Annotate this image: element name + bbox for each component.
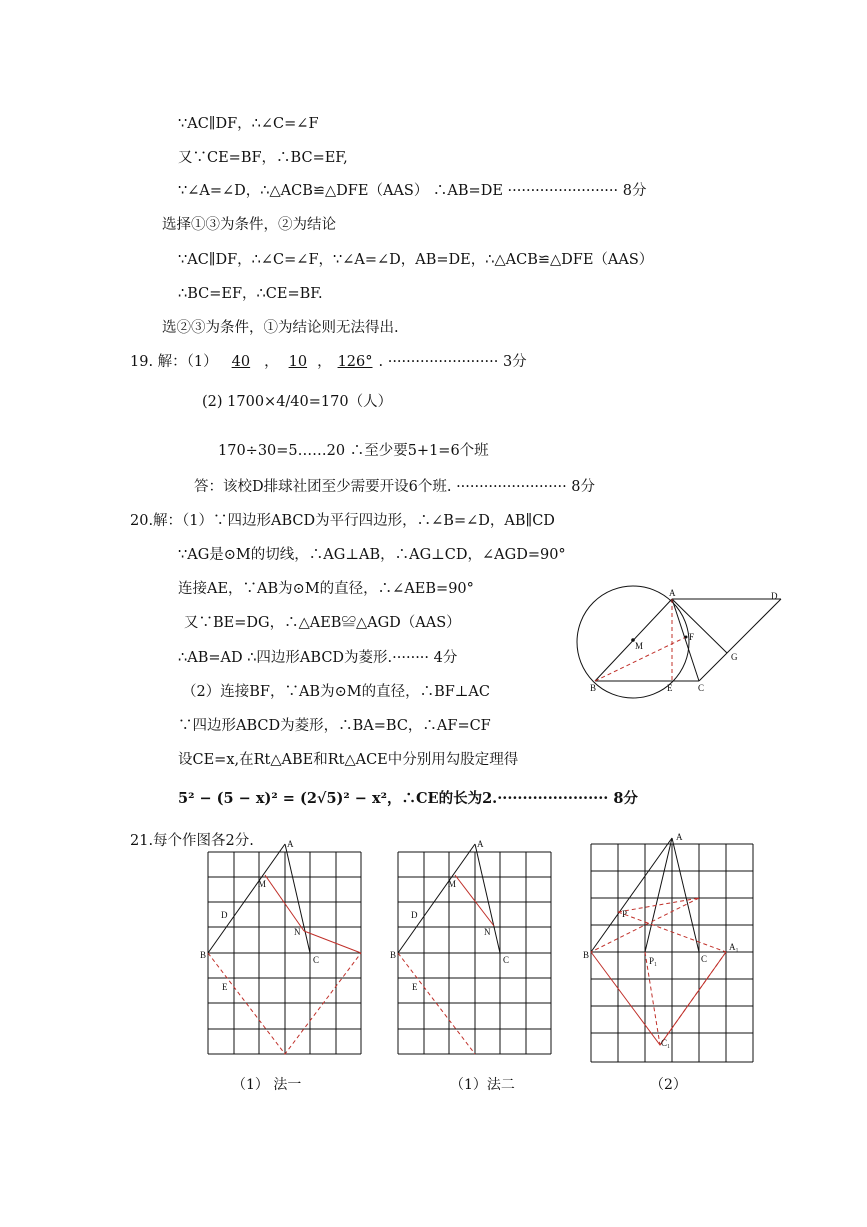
- seg-ac-3: [672, 838, 699, 952]
- q19-part1: [130, 353, 527, 371]
- label-f: F: [689, 632, 695, 642]
- label-c1-g3: C₁: [661, 1038, 671, 1048]
- label-d-g2: D: [411, 910, 418, 920]
- line-20: 21.每个作图各2分.: [130, 833, 254, 849]
- figure-grid-method-1: [200, 838, 370, 1053]
- line-7: 选②③为条件，①为结论则无法得出.: [162, 320, 399, 336]
- label-b-g2: B: [390, 950, 397, 960]
- label-b-g3: B: [583, 950, 590, 960]
- label-d-g1: D: [221, 910, 228, 920]
- label-c-g1: C: [313, 955, 320, 965]
- q19-prefix: 19. 解：（1）: [130, 354, 218, 370]
- figure-grid-part-2: [583, 830, 758, 1060]
- seg-ab-1: [208, 844, 285, 953]
- line-13: 连接AE，∵AB为⊙M的直径，∴∠AEB=90°: [178, 581, 474, 597]
- label-m-g2: M: [448, 879, 457, 889]
- line-18: 设CE=x,在Rt△ABE和Rt△ACE中分别用勾股定理得: [178, 752, 519, 768]
- label-c-g2: C: [503, 955, 510, 965]
- line-16: （2）连接BF，∵AB为⊙M的直径，∴BF⊥AC: [182, 684, 490, 700]
- line-19: 5² − (5 − x)² = (2√5)² − x²，∴CE的长为2.······················ 8分: [178, 790, 638, 807]
- label-b: B: [590, 683, 597, 693]
- figure-circle-rhombus: [575, 585, 795, 705]
- line-14: 又∵BE=DG，∴△AEB≌△AGD（AAS）: [184, 615, 461, 631]
- figure-grid-method-2: [390, 838, 560, 1053]
- label-d: D: [771, 591, 778, 601]
- q19-sep-2: ，: [317, 354, 332, 370]
- label-c-g3: C: [701, 954, 708, 964]
- grid-lines-3: [591, 844, 753, 1062]
- seg-cd: [699, 599, 781, 681]
- label-a-g3: A: [676, 832, 683, 842]
- label-a-g2: A: [477, 839, 484, 849]
- label-m-g1: M: [258, 879, 267, 889]
- label-c: C: [698, 683, 705, 693]
- q19-answer-3: 126°: [337, 354, 373, 370]
- point-f: [685, 636, 688, 639]
- label-e-g2: E: [412, 982, 418, 992]
- line-9: 170÷30=5……20 ∴至少要5+1=6个班: [218, 443, 489, 459]
- seg-ab-3: [591, 838, 672, 952]
- line-2: 又∵CE=BF，∴BC=EF,: [178, 150, 348, 166]
- label-a-g1: A: [287, 839, 294, 849]
- q19-sep-1: ，: [264, 354, 279, 370]
- seg-ab-2: [398, 844, 475, 953]
- label-g: G: [731, 652, 738, 662]
- label-n-g2: N: [484, 927, 491, 937]
- line-4: 选择①③为条件，②为结论: [162, 217, 336, 233]
- label-e-g1: E: [222, 982, 228, 992]
- line-11: 20.解：（1）∵四边形ABCD为平行四边形，∴∠B=∠D，AB∥CD: [130, 513, 555, 529]
- q19-answer-1: 40: [231, 354, 251, 370]
- seg-ac: [672, 599, 699, 681]
- label-p1-g3: P₁: [649, 956, 658, 966]
- line-1: ∵AC∥DF，∴∠C=∠F: [178, 116, 319, 132]
- line-8: (2) 1700×4/40=170（人）: [202, 394, 393, 410]
- q19-answer-2: 10: [288, 354, 308, 370]
- line-6: ∴BC=EF，∴CE=BF.: [178, 286, 323, 302]
- caption-method-1: （1） 法一: [232, 1077, 302, 1093]
- label-a1-g3: A₁: [729, 942, 739, 952]
- seg-red-1: [304, 931, 361, 953]
- seg-ag: [672, 599, 727, 653]
- label-b-g1: B: [200, 950, 207, 960]
- red-rhombus-3: [591, 952, 726, 1045]
- label-e: E: [667, 683, 673, 693]
- line-15: ∴AB=AD ∴四边形ABCD为菱形.········ 4分: [178, 650, 458, 666]
- line-10: 答：该校D排球社团至少需要开设6个班. ························ 8分: [194, 479, 596, 495]
- label-a: A: [669, 588, 676, 598]
- q19-suffix: . ························ 3分: [378, 354, 527, 370]
- seg-ap1-3: [645, 838, 672, 952]
- label-n-g1: N: [294, 927, 301, 937]
- line-17: ∵四边形ABCD为菱形，∴BA=BC，∴AF=CF: [178, 718, 491, 734]
- label-p-g3: P: [622, 909, 628, 919]
- caption-method-2: （1）法二: [450, 1077, 515, 1093]
- label-m: M: [635, 641, 644, 651]
- line-5: ∵AC∥DF，∴∠C=∠F，∵∠A=∠D，AB=DE，∴△ACB≌△DFE（AAS）: [178, 252, 654, 268]
- line-3: ∵∠A=∠D，∴△ACB≌△DFE（AAS） ∴AB=DE ························ 8分: [178, 183, 647, 199]
- line-12: ∵AG是⊙M的切线，∴AG⊥AB，∴AG⊥CD，∠AGD=90°: [178, 547, 566, 563]
- caption-part-2: （2）: [650, 1077, 687, 1093]
